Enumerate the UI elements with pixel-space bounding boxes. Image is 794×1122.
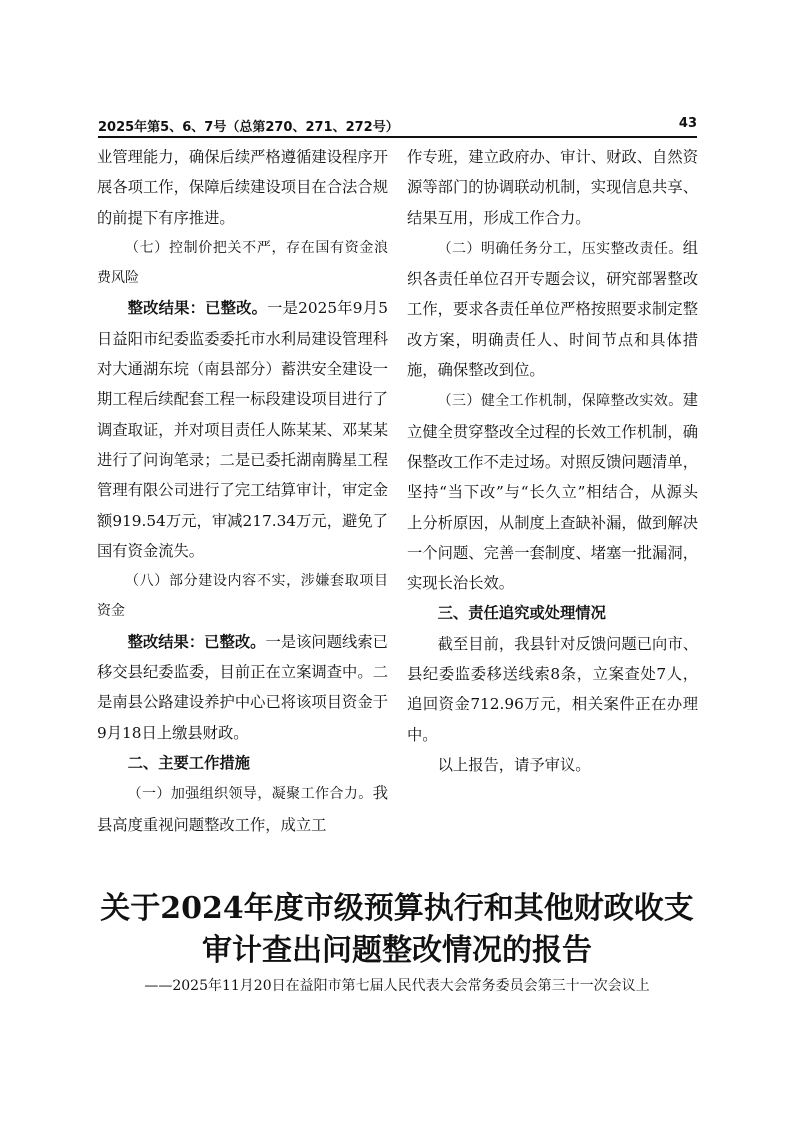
measure-label: （二）明确任务分工，压实整改责任。 [437, 240, 683, 257]
issue-heading-8: （八）部分建设内容不实，涉嫌套取项目资金 [97, 573, 388, 620]
report-title-line-2: 审计查出问题整改情况的报告 [202, 933, 592, 968]
measure-1 [97, 778, 388, 840]
measure-label: （三）健全工作机制，保障整改实效。 [437, 393, 683, 410]
measure-3 [407, 385, 698, 598]
section-heading-2: 二、主要工作措施 [127, 753, 250, 772]
closing-line: 以上报告，请予审议。 [437, 755, 591, 774]
report-title-line-1: 关于2024年度市级预算执行和其他财政收支 [100, 891, 694, 926]
measure-text: 建立健全贯穿整改全过程的长效工作机制，确保整改工作不走过场。对照反馈问题清单，坚持“当下改”与“长久立”相结合，从源头上分析原因，从制度上查缺补漏，做到解决一个问题、完善一套制度、堵塞一批漏洞，实现长治长效。 [407, 391, 698, 593]
rectification-result-7 [97, 293, 388, 566]
page-number: 43 [678, 116, 697, 131]
issue-heading-7: （七）控制价把关不严，存在国有资金浪费风险 [97, 239, 388, 287]
measure-text: 我县高度重视问题整改工作，成立工 [97, 784, 388, 834]
result-label: 整改结果：已整改。 [127, 299, 268, 318]
right-column [407, 142, 698, 780]
issue-label: 2025年第5、6、7号（总第270、271、272号） [98, 120, 399, 135]
left-column [97, 142, 388, 840]
accountability-paragraph: 截至目前，我县针对反馈问题已向市、县纪委监委移送线索8条，立案查处7人，追回资金712.96万元，相关案件正在办理中。 [407, 634, 698, 744]
result-text: 一是2025年9月5日益阳市纪委监委委托市水利局建设管理科对大通湖东垸（南县部分）蓄洪安全建设一期工程后续配套工程一标段建设项目进行了调查取证，并对项目责任人陈某某、邓某某进行了问询笔录；二是已委托湖南腾星工程管理有限公司进行了完工结算审计，审定金额919.54万元，审减217.34万元，避免了国有资金流失。 [97, 299, 388, 560]
measure-2 [407, 233, 698, 385]
report-title [60, 888, 734, 972]
measure-label: （一）加强组织领导，凝聚工作合力。 [127, 786, 373, 803]
result-text: 一是该问题线索已移交县纪委监委，目前正在立案调查中。二是南县公路建设养护中心已将该项目资金于9月18日上缴县财政。 [97, 632, 388, 742]
paragraph-continuation: 业管理能力，确保后续严格遵循建设程序开展各项工作，保障后续建设项目在合法合规的前提下有序推进。 [97, 148, 388, 227]
report-subtitle: ——2025年11月20日在益阳市第七届人民代表大会常务委员会第三十一次会议上 [144, 978, 650, 994]
rectification-result-8 [97, 627, 388, 748]
result-label: 整改结果：已整改。 [127, 632, 266, 651]
paragraph-continuation: 作专班，建立政府办、审计、财政、自然资源等部门的协调联动机制，实现信息共享、结果互用，形成工作合力。 [407, 148, 698, 227]
section-heading-3: 三、责任追究或处理情况 [437, 604, 606, 623]
running-header [98, 114, 697, 138]
measure-text: 组织各责任单位召开专题会议，研究部署整改工作，要求各责任单位严格按照要求制定整改方案，明确责任人、时间节点和具体措施，确保整改到位。 [407, 238, 698, 380]
